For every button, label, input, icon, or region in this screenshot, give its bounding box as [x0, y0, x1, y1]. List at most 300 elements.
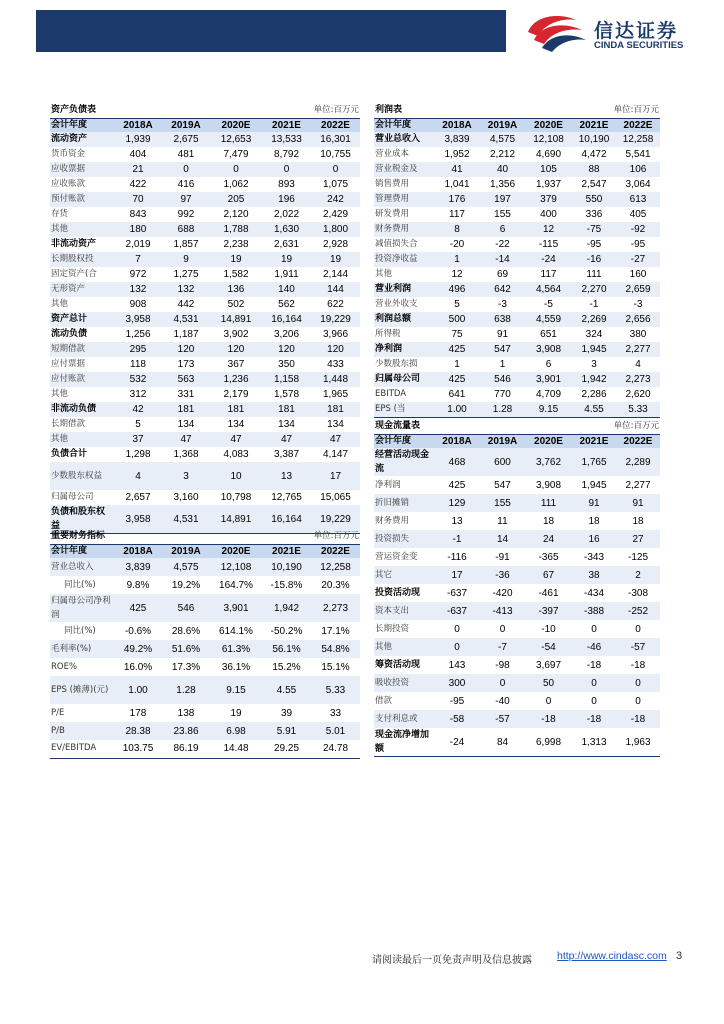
cell-value: 14: [480, 530, 525, 548]
row-label: 归属母公司净利润: [50, 594, 114, 622]
table-row: [50, 177, 360, 192]
cell-value: 134: [227, 419, 245, 430]
header-banner: [36, 10, 506, 52]
table-row: [374, 387, 660, 402]
cell-value: 638: [480, 312, 525, 327]
table-row: [374, 448, 660, 476]
cell-value: 178: [129, 707, 147, 719]
table-row: [374, 312, 660, 327]
cell-value: 196: [262, 192, 311, 207]
cell-value: 1,275: [173, 269, 199, 280]
cell-value: -24: [525, 252, 572, 267]
cell-value: 47: [262, 432, 311, 447]
cell-value: 67: [525, 566, 572, 584]
cell-value: 2,120: [223, 209, 249, 220]
year-header: 2021E: [262, 118, 311, 132]
cell-value: -308: [628, 587, 649, 599]
cell-value: 103.75: [122, 743, 154, 755]
cell-value: 11: [497, 515, 508, 527]
cell-value: -95: [630, 239, 646, 250]
cell-value: 0: [499, 623, 506, 635]
cell-value: 10,755: [320, 149, 351, 160]
year-header: 2020E: [525, 118, 572, 132]
cell-value: 13: [262, 462, 311, 490]
cell-value: 13: [451, 515, 463, 527]
row-label: 货币资金: [51, 149, 86, 159]
cell-value: 181: [162, 402, 210, 417]
cell-value: 2,277: [616, 342, 660, 357]
row-label: 同比(%): [64, 625, 96, 636]
cell-value: 1,368: [173, 449, 199, 460]
header-label: 会计年度: [50, 118, 114, 132]
cell-value: -1: [434, 530, 480, 548]
cell-value: 97: [162, 192, 210, 207]
cell-value: 4,690: [535, 149, 562, 160]
cell-value: 1: [454, 359, 460, 370]
row-label: 短期借款: [50, 342, 114, 357]
table-title-row: [374, 104, 660, 118]
cell-value: 118: [130, 359, 146, 370]
table-row: [50, 372, 360, 387]
cell-value: 12,258: [616, 132, 660, 147]
cell-value: 563: [162, 372, 210, 387]
cell-value: 2,273: [311, 594, 360, 622]
cell-value: 1,911: [274, 269, 299, 280]
cell-value: 547: [494, 479, 511, 491]
year-header: 2019A: [162, 118, 210, 132]
row-label: 应付账款: [50, 372, 114, 387]
table-row: [374, 512, 660, 530]
table-row: [50, 282, 360, 297]
row-label: 应收账款: [51, 179, 86, 189]
cell-value: 47: [311, 432, 360, 447]
footer-disclaimer: 请阅读最后一页免责声明及信息披露: [372, 955, 532, 966]
cell-value: -365: [538, 551, 559, 563]
cell-value: -57: [616, 638, 660, 656]
cell-value: 6: [480, 222, 525, 237]
cell-value: -18: [586, 659, 602, 671]
cell-value: 2,547: [581, 179, 607, 190]
table-row: [50, 722, 360, 740]
cell-value: 17.1%: [321, 625, 350, 637]
table-row: [374, 372, 660, 387]
cell-value: 15.2%: [272, 661, 301, 673]
cell-value: -116: [447, 551, 467, 563]
cell-value: 47: [162, 432, 210, 447]
cell-value: 4,083: [223, 449, 249, 460]
cell-value: 19,229: [311, 312, 360, 327]
cell-value: -5: [544, 299, 553, 310]
cell-value: 1,963: [625, 736, 651, 748]
row-label: ROE%: [51, 661, 78, 672]
cell-value: 1.28: [480, 402, 525, 417]
cell-value: 10,190: [572, 132, 616, 147]
table-row: [374, 222, 660, 237]
cell-value: 12,765: [271, 492, 302, 503]
table-row: [50, 402, 360, 417]
cell-value: -125: [628, 551, 649, 563]
table-row: [50, 387, 360, 402]
row-label: 流动负债: [51, 329, 88, 339]
cell-value: 9.15: [525, 402, 572, 417]
year-header: 2021E: [262, 544, 311, 558]
cell-value: 1,582: [223, 269, 249, 280]
table-row: [50, 676, 360, 704]
cell-value: 105: [525, 162, 572, 177]
table-row: [374, 297, 660, 312]
cell-value: 1,937: [535, 179, 562, 190]
row-label: 非流动负债: [50, 402, 114, 417]
table-title-row: [50, 104, 360, 118]
row-label: 筹资活动现: [375, 659, 421, 670]
cell-value: 16.0%: [123, 661, 153, 673]
row-label: 管理费用: [374, 192, 434, 207]
row-label: 应收票据: [50, 162, 114, 177]
cell-value: 379: [525, 192, 572, 207]
cell-value: -637: [434, 602, 480, 620]
row-label: 应付票据: [51, 359, 86, 369]
cell-value: -434: [583, 587, 604, 599]
cell-value: 2,022: [273, 209, 300, 220]
row-label: 预付账款: [50, 192, 114, 207]
cell-value: 380: [629, 329, 647, 340]
cell-value: 3,958: [114, 312, 162, 327]
row-label: 其他: [50, 222, 114, 237]
cell-value: 2,273: [616, 372, 660, 387]
cell-value: 20.3%: [321, 579, 350, 591]
cell-value: 481: [177, 149, 195, 160]
year-header: 2019A: [480, 434, 525, 448]
cell-value: 893: [278, 179, 295, 190]
cell-value: 134: [278, 419, 295, 430]
row-label: 其他: [51, 299, 69, 309]
cell-value: 2,286: [581, 389, 607, 400]
row-label: 折旧摊销: [374, 494, 434, 512]
cell-value: 1,945: [572, 342, 616, 357]
cell-value: 117: [540, 269, 557, 280]
cell-value: 300: [434, 674, 480, 692]
cell-value: 1,187: [173, 329, 199, 340]
row-label: 长期借款: [51, 419, 86, 429]
cell-value: 144: [311, 282, 360, 297]
cell-value: 13,533: [262, 132, 311, 147]
row-label: 减值损失合: [375, 239, 418, 249]
cell-value: 0: [480, 674, 525, 692]
row-label: 支付利息或: [374, 710, 434, 728]
cell-value: 2,179: [223, 389, 249, 400]
table-row: [50, 576, 360, 594]
cell-value: 19.2%: [171, 579, 201, 591]
cell-value: 176: [434, 192, 480, 207]
table-title-row: [374, 420, 660, 434]
table-header-row: [50, 544, 360, 558]
cell-value: 600: [480, 448, 525, 476]
cell-value: 24.78: [323, 743, 349, 755]
cell-value: 5.33: [311, 676, 360, 704]
cell-value: 2,270: [572, 282, 616, 297]
table-row: [50, 222, 360, 237]
cell-value: 8: [434, 222, 480, 237]
cell-value: 688: [162, 222, 210, 237]
header-label: 会计年度: [50, 544, 114, 558]
cell-value: 61.3%: [210, 640, 262, 658]
cell-value: 134: [177, 419, 195, 430]
cell-value: 331: [177, 389, 195, 400]
row-label: 其他: [50, 432, 114, 447]
cell-value: 2,620: [625, 389, 651, 400]
cell-value: 350: [278, 359, 295, 370]
cell-value: 16: [572, 530, 616, 548]
page-number: 3: [676, 950, 683, 962]
cell-value: 502: [227, 299, 245, 310]
cell-value: 324: [585, 329, 603, 340]
cinda-logo-mark-icon: [524, 10, 588, 54]
cell-value: -3: [633, 299, 643, 310]
row-label: 营业成本: [375, 149, 410, 159]
cell-value: 36.1%: [221, 661, 251, 673]
cell-value: 5.33: [616, 402, 660, 417]
cell-value: 550: [572, 192, 616, 207]
table-row: [374, 402, 660, 417]
table-unit: 单位:百万元: [313, 531, 360, 542]
cell-value: 2,631: [273, 239, 300, 250]
cell-value: 14,891: [210, 505, 262, 534]
cell-value: -14: [480, 252, 525, 267]
table-title: 资产负债表: [51, 105, 97, 116]
cell-value: 181: [311, 402, 360, 417]
cell-value: 18: [632, 515, 644, 527]
cell-value: 4,575: [480, 132, 525, 147]
cell-value: 117: [449, 209, 465, 220]
row-label: 营业税金及: [374, 162, 434, 177]
table-row: [374, 237, 660, 252]
table-row: [50, 267, 360, 282]
cell-value: 91: [496, 329, 509, 340]
cell-value: 4,575: [162, 558, 210, 576]
cell-value: 42: [114, 402, 162, 417]
table-row: [374, 192, 660, 207]
cell-value: 1,942: [262, 594, 311, 622]
cell-value: 1,965: [323, 389, 349, 400]
cell-value: 41: [434, 162, 480, 177]
row-label: 存货: [51, 209, 69, 219]
cell-value: 136: [210, 282, 262, 297]
cell-value: 12,258: [311, 558, 360, 576]
cell-value: 86.19: [173, 743, 199, 755]
row-label: 无形资产: [50, 282, 114, 297]
cell-value: 3,966: [323, 329, 349, 340]
row-label: 营运资金变: [375, 551, 418, 562]
row-label: 经营活动现金流: [374, 448, 434, 476]
cell-value: 1.00: [114, 676, 162, 704]
cell-value: 164.7%: [219, 579, 253, 591]
cell-value: 181: [262, 402, 311, 417]
cell-value: 3,958: [114, 505, 162, 534]
row-label: 毛利率(%): [50, 640, 114, 658]
row-label: 净利润: [375, 479, 401, 490]
year-header: 2020E: [525, 434, 572, 448]
cell-value: 155: [494, 209, 511, 220]
cell-value: 69: [496, 269, 509, 280]
cell-value: 3,902: [223, 329, 249, 340]
table-row: [50, 147, 360, 162]
row-label: 净利润: [374, 342, 434, 357]
table-row: [374, 357, 660, 372]
cell-value: -91: [495, 551, 510, 563]
cell-value: 111: [586, 269, 602, 280]
cell-value: 0: [591, 695, 597, 707]
cell-value: 1,578: [273, 389, 300, 400]
cell-value: 1: [499, 359, 506, 370]
cell-value: 40: [480, 162, 525, 177]
cell-value: 91: [616, 494, 660, 512]
table-row: [50, 594, 360, 622]
cell-value: -95: [586, 239, 602, 250]
cell-value: 9.15: [210, 676, 262, 704]
cell-value: 2,659: [616, 282, 660, 297]
cell-value: 1,630: [262, 222, 311, 237]
cell-value: 15,065: [320, 492, 351, 503]
row-label: 销售费用: [375, 179, 410, 189]
cell-value: -0.6%: [124, 625, 152, 637]
table-header-row: [374, 118, 660, 132]
cell-value: 9: [162, 252, 210, 267]
cell-value: -397: [525, 602, 572, 620]
cell-value: 2,144: [323, 269, 349, 280]
cell-value: -54: [525, 638, 572, 656]
cell-value: 1,041: [444, 179, 470, 190]
row-label: 现金流净增加额: [375, 730, 430, 754]
table-row: [50, 252, 360, 267]
table-row: [374, 207, 660, 222]
cell-value: 6.98: [210, 722, 262, 740]
cell-value: 1,062: [223, 179, 249, 190]
cell-value: 50: [525, 674, 572, 692]
cell-value: -50.2%: [270, 625, 303, 637]
cell-value: 3,908: [535, 479, 562, 491]
cell-value: 91: [572, 494, 616, 512]
cell-value: 1,942: [572, 372, 616, 387]
cell-value: 27: [616, 530, 660, 548]
row-label: 营业总收入: [374, 132, 434, 147]
table-row: [50, 740, 360, 758]
cell-value: 2: [616, 566, 660, 584]
cell-value: 28.38: [114, 722, 162, 740]
table-row: [50, 432, 360, 447]
cell-value: 500: [434, 312, 480, 327]
cell-value: 425: [448, 479, 466, 491]
year-header: 2022E: [616, 434, 660, 448]
row-label: P/E: [51, 707, 65, 718]
cell-value: 143: [448, 659, 466, 671]
row-label: 其他: [374, 638, 434, 656]
table-unit: 单位:百万元: [613, 105, 660, 116]
cash-flow-table: [374, 420, 660, 757]
cell-value: 7,479: [223, 149, 249, 160]
cell-value: 614.1%: [219, 625, 253, 637]
cell-value: -24: [449, 736, 465, 748]
table-row: [50, 237, 360, 252]
cell-value: 14,891: [210, 312, 262, 327]
cell-value: 17: [311, 462, 360, 490]
cell-value: 2,657: [125, 492, 151, 503]
cell-value: 17.3%: [171, 661, 201, 673]
cell-value: 4,472: [581, 149, 607, 160]
cell-value: 19: [311, 252, 360, 267]
cell-value: 2,928: [323, 239, 349, 250]
cell-value: 0: [635, 695, 641, 707]
row-label: EPS (摊薄)(元): [50, 676, 114, 704]
year-header: 2018A: [434, 434, 480, 448]
cell-value: -57: [480, 710, 525, 728]
table-unit: 单位:百万元: [313, 105, 360, 116]
row-label: P/B: [50, 722, 114, 740]
cell-value: -27: [616, 252, 660, 267]
cell-value: 129: [434, 494, 480, 512]
table-row: [374, 132, 660, 147]
table-row: [374, 327, 660, 342]
row-label: 少数股东权益: [50, 462, 114, 490]
cell-value: 0: [434, 638, 480, 656]
cell-value: 75: [451, 329, 463, 340]
cell-value: 2,238: [223, 239, 249, 250]
cell-value: 4: [635, 359, 641, 370]
cell-value: 0: [210, 162, 262, 177]
row-label: 财务费用: [374, 222, 434, 237]
cell-value: 2,675: [162, 132, 210, 147]
table-row: [374, 656, 660, 674]
cell-value: -420: [492, 587, 513, 599]
cell-value: 1,945: [581, 479, 607, 491]
cell-value: 1,075: [323, 179, 349, 190]
cell-value: 16,164: [262, 505, 311, 534]
table-row: [50, 312, 360, 327]
row-label: 归属母公司: [374, 372, 434, 387]
year-header: 2021E: [572, 118, 616, 132]
cell-value: 39: [280, 707, 293, 719]
cell-value: 47: [210, 432, 262, 447]
table-row: [50, 162, 360, 177]
row-label: 投资损失: [374, 530, 434, 548]
cell-value: 425: [434, 342, 480, 357]
cell-value: 160: [629, 269, 647, 280]
cell-value: 425: [114, 594, 162, 622]
cell-value: 4,559: [525, 312, 572, 327]
cell-value: 404: [129, 149, 147, 160]
cell-value: 28.6%: [171, 625, 201, 637]
footer-website-link[interactable]: http://www.cindasc.com: [557, 950, 667, 962]
cell-value: -75: [572, 222, 616, 237]
cell-value: 4.55: [262, 676, 311, 704]
cell-value: 5: [135, 419, 141, 430]
cell-value: 29.25: [273, 743, 300, 755]
cell-value: 416: [177, 179, 195, 190]
cell-value: 6,998: [535, 736, 562, 748]
cell-value: 134: [327, 419, 344, 430]
table-row: [374, 692, 660, 710]
balance-sheet-table: [50, 104, 360, 534]
row-label: 投资活动现: [375, 587, 421, 598]
cell-value: 546: [162, 594, 210, 622]
cell-value: 16,164: [262, 312, 311, 327]
cell-value: -18: [525, 710, 572, 728]
cell-value: 532: [114, 372, 162, 387]
cell-value: 622: [327, 299, 344, 310]
cell-value: 12,108: [525, 132, 572, 147]
table-row: [50, 207, 360, 222]
cell-value: -637: [446, 587, 467, 599]
cell-value: 1,765: [572, 448, 616, 476]
